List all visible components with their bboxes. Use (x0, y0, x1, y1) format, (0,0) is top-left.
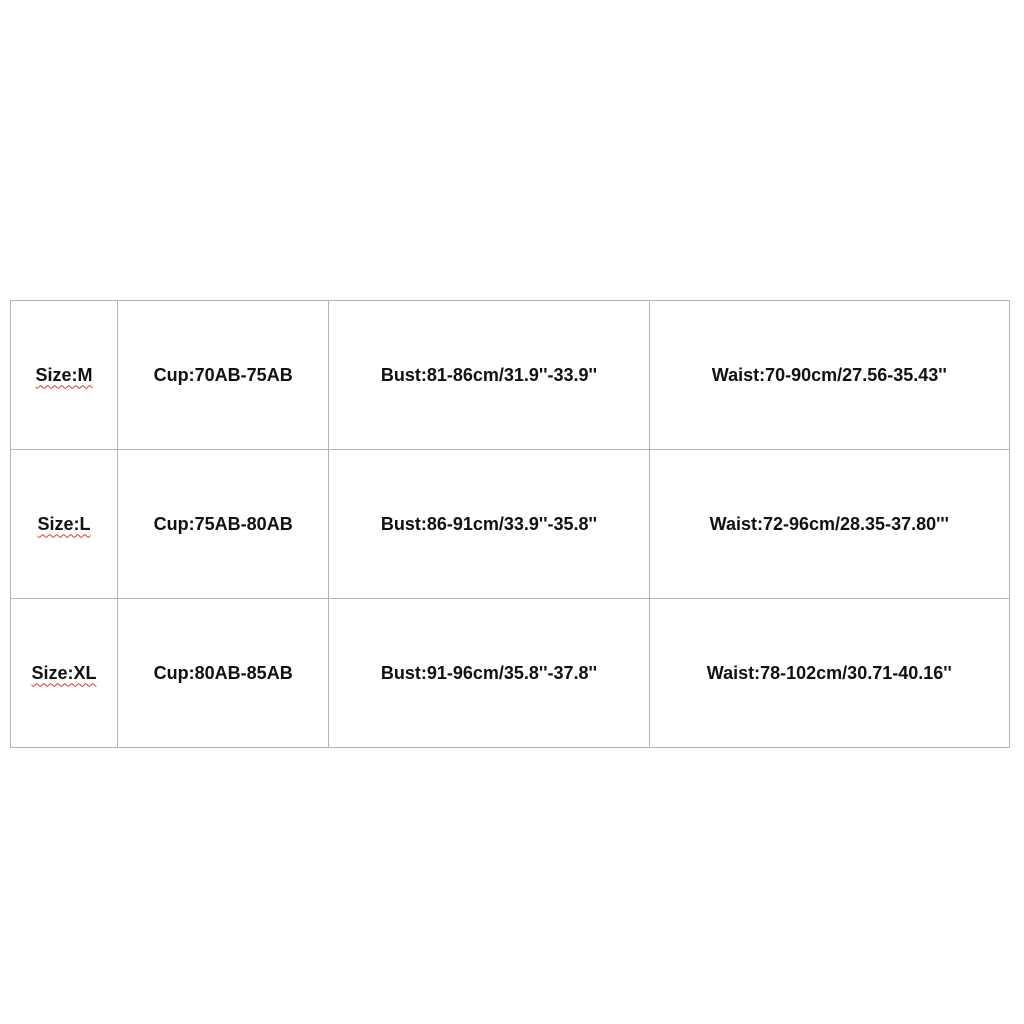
cup-cell: Cup:80AB-85AB (118, 599, 329, 748)
size-label: Size:M (35, 364, 93, 385)
table-row (11, 450, 1010, 599)
size-label: Size:L (37, 513, 91, 534)
size-label: Size:XL (31, 662, 97, 683)
bust-cell: Bust:81-86cm/31.9''-33.9'' (329, 301, 649, 450)
waist-cell: Waist:78-102cm/30.71-40.16'' (649, 599, 1009, 748)
table-row (11, 599, 1010, 748)
size-cell (11, 599, 118, 748)
size-cell (11, 450, 118, 599)
cup-cell: Cup:70AB-75AB (118, 301, 329, 450)
size-chart-table (10, 300, 1010, 748)
bust-cell: Bust:86-91cm/33.9''-35.8'' (329, 450, 649, 599)
waist-cell: Waist:70-90cm/27.56-35.43'' (649, 301, 1009, 450)
cup-cell: Cup:75AB-80AB (118, 450, 329, 599)
bust-cell: Bust:91-96cm/35.8''-37.8'' (329, 599, 649, 748)
table-row (11, 301, 1010, 450)
waist-cell: Waist:72-96cm/28.35-37.80''' (649, 450, 1009, 599)
size-cell (11, 301, 118, 450)
